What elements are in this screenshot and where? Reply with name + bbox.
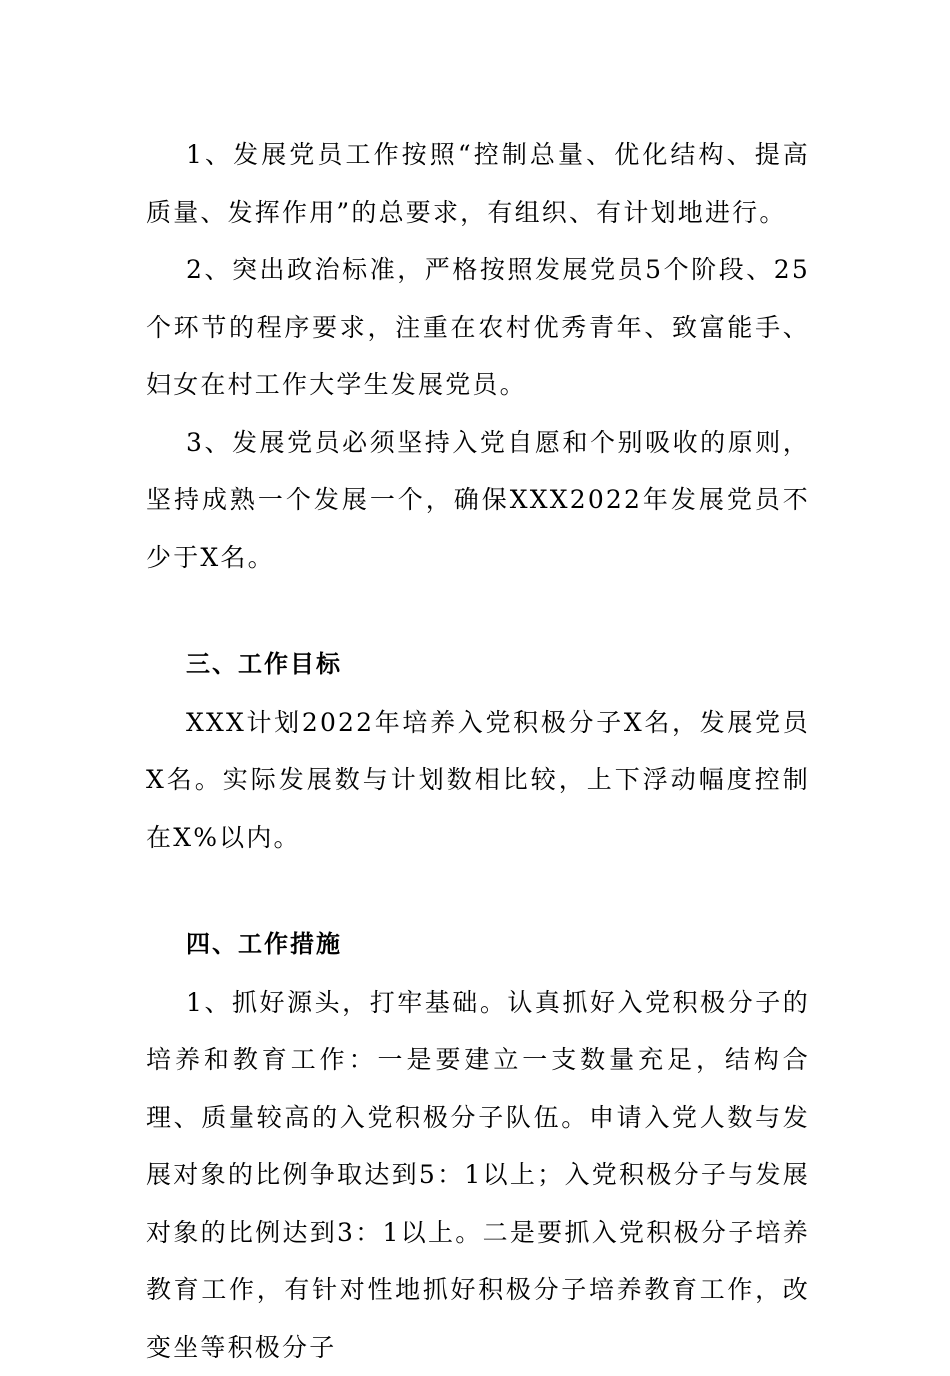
- paragraph-measure-1: 1、抓好源头，打牢基础。认真抓好入党积极分子的培养和教育工作：一是要建立一支数量充足，结构合理、质量较高的入党积极分子队伍。申请入党人数与发展对象的比例争取达到5：1以上；入党积极分子与发展对象的比例达到3：1以上。二是要抓入党积极分子培养教育工作，有针对性地抓好积极分子培养教育工作，改变坐等积极分子: [146, 974, 810, 1376]
- paragraph-goals: XXX计划2022年培养入党积极分子X名，发展党员X名。实际发展数与计划数相比较，上下浮动幅度控制在X%以内。: [146, 694, 810, 867]
- document-body: [146, 126, 810, 1376]
- paragraph-principle-1: 1、发展党员工作按照“控制总量、优化结构、提高质量、发挥作用”的总要求，有组织、有计划地进行。: [146, 126, 810, 241]
- paragraph-principle-3: 3、发展党员必须坚持入党自愿和个别吸收的原则，坚持成熟一个发展一个，确保XXX2022年发展党员不少于X名。: [146, 414, 810, 587]
- section-heading-goals: 三、工作目标: [146, 636, 810, 694]
- section-gap: [146, 586, 810, 636]
- section-heading-measures: 四、工作措施: [146, 916, 810, 974]
- paragraph-principle-2: 2、突出政治标准，严格按照发展党员5个阶段、25个环节的程序要求，注重在农村优秀青年、致富能手、妇女在村工作大学生发展党员。: [146, 241, 810, 414]
- section-gap: [146, 866, 810, 916]
